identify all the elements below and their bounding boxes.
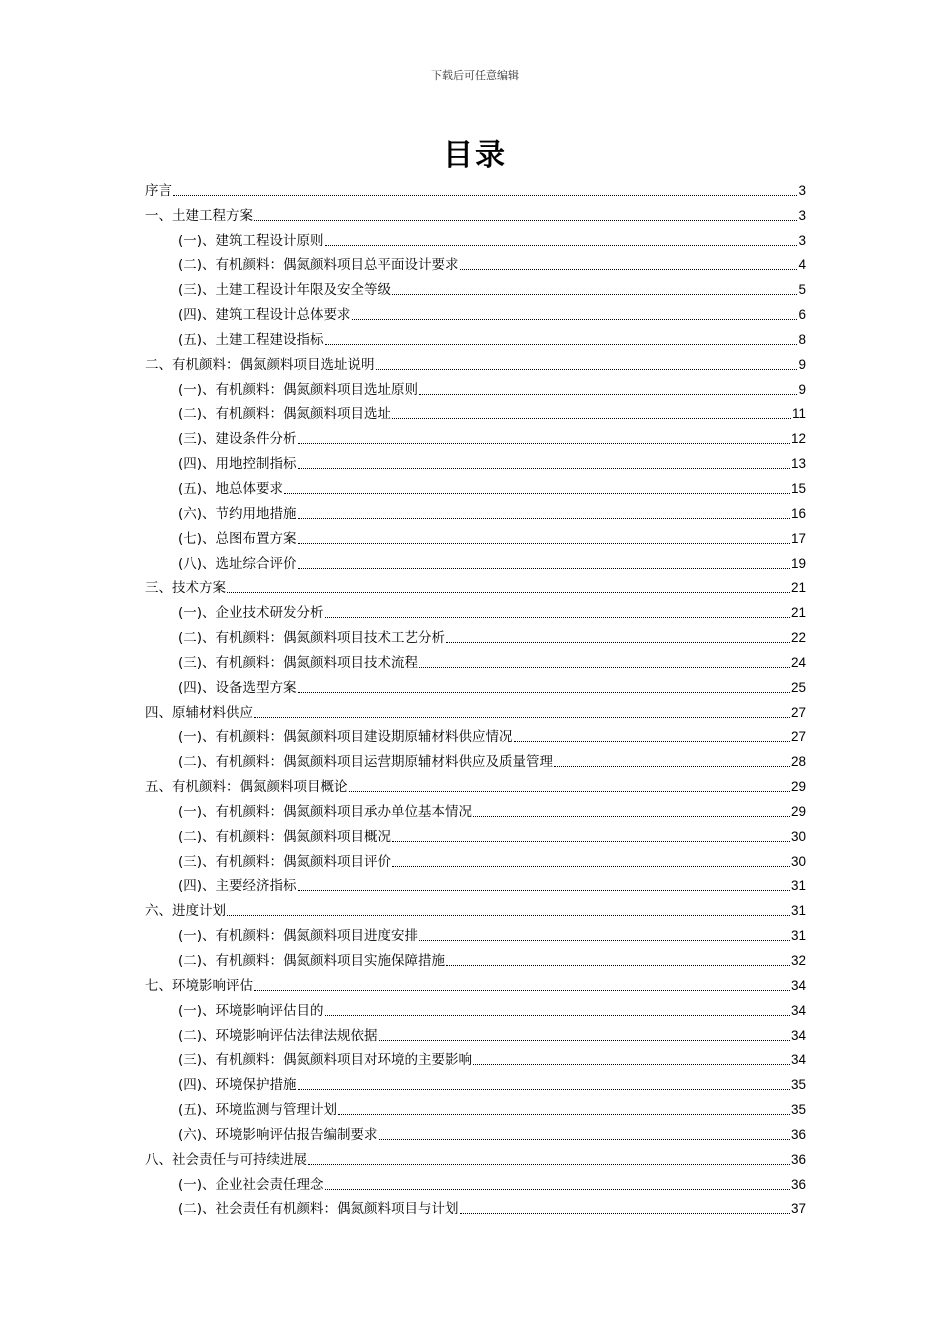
toc-entry[interactable] [145, 374, 806, 399]
toc-entry[interactable] [145, 995, 806, 1020]
toc-entry-page-number: 35 [790, 1102, 806, 1118]
toc-entry[interactable] [145, 324, 806, 349]
toc-entry-label: (四)、环境保护措施 [178, 1077, 297, 1094]
toc-entry-page-number: 5 [798, 282, 806, 298]
toc-dot-leader [554, 766, 790, 767]
table-of-contents [145, 175, 806, 1218]
toc-entry-label: (二)、有机颜料：偶氮颜料项目选址 [178, 406, 392, 423]
toc-dot-leader [298, 692, 790, 693]
toc-entry-page-number: 21 [790, 605, 806, 621]
toc-entry[interactable] [145, 945, 806, 970]
toc-entry-label: (六)、节约用地措施 [178, 505, 297, 522]
toc-entry-label: (四)、用地控制指标 [178, 456, 297, 473]
toc-entry-label: (五)、地总体要求 [178, 480, 284, 497]
toc-entry-page-number: 28 [790, 754, 806, 770]
toc-entry[interactable] [145, 970, 806, 995]
toc-entry[interactable] [145, 796, 806, 821]
toc-entry-label: (二)、有机颜料：偶氮颜料项目实施保障措施 [178, 953, 446, 969]
toc-entry-page-number: 9 [798, 381, 806, 397]
toc-dot-leader [254, 717, 790, 718]
toc-entry-label: (七)、总图布置方案 [178, 530, 297, 547]
toc-entry-page-number: 34 [790, 1027, 806, 1043]
toc-entry-label: (一)、有机颜料：偶氮颜料项目建设期原辅材料供应情况 [178, 729, 513, 746]
toc-entry-page-number: 3 [798, 207, 806, 223]
toc-entry[interactable] [145, 771, 806, 796]
toc-entry[interactable] [145, 697, 806, 722]
toc-dot-leader [325, 245, 798, 246]
toc-dot-leader [392, 294, 797, 295]
toc-entry-page-number: 3 [798, 232, 806, 248]
toc-entry-label: 一、土建工程方案 [145, 207, 253, 224]
toc-entry-page-number: 25 [790, 679, 806, 695]
toc-entry-label: (二)、有机颜料：偶氮颜料项目总平面设计要求 [178, 257, 459, 274]
toc-entry[interactable] [145, 1169, 806, 1194]
toc-entry-page-number: 27 [790, 704, 806, 720]
toc-entry-label: (一)、企业社会责任理念 [178, 1176, 324, 1193]
toc-dot-leader [392, 418, 791, 419]
toc-entry-label: (二)、有机颜料：偶氮颜料项目运营期原辅材料供应及质量管理 [178, 754, 554, 771]
toc-entry-label: (三)、有机颜料：偶氮颜料项目评价 [178, 853, 392, 870]
toc-entry-page-number: 34 [790, 977, 806, 993]
toc-entry-page-number: 27 [790, 729, 806, 745]
toc-dot-leader [298, 890, 790, 891]
toc-dot-leader [227, 915, 790, 916]
toc-entry-page-number: 29 [790, 803, 806, 819]
toc-entry-label: (八)、选址综合评价 [178, 555, 297, 572]
toc-dot-leader [298, 443, 790, 444]
toc-entry[interactable] [145, 846, 806, 871]
toc-entry[interactable] [145, 423, 806, 448]
toc-entry[interactable] [145, 200, 806, 225]
toc-dot-leader [308, 1164, 790, 1165]
toc-entry-page-number: 36 [790, 1176, 806, 1192]
toc-entry-label: (四)、建筑工程设计总体要求 [178, 307, 351, 324]
toc-title: 目录 [443, 138, 507, 173]
toc-entry-label: (一)、有机颜料：偶氮颜料项目选址原则 [178, 381, 419, 398]
toc-dot-leader [298, 568, 790, 569]
toc-entry-page-number: 16 [790, 505, 806, 521]
toc-entry[interactable] [145, 821, 806, 846]
toc-entry-label: (五)、土建工程建设指标 [178, 331, 324, 348]
toc-entry[interactable] [145, 299, 806, 324]
toc-entry-page-number: 32 [790, 953, 806, 968]
toc-dot-leader [298, 543, 790, 544]
toc-entry-page-number: 3 [798, 182, 806, 198]
toc-entry-label: (三)、有机颜料：偶氮颜料项目技术流程 [178, 654, 419, 671]
toc-dot-leader [352, 319, 798, 320]
toc-entry-label: (三)、土建工程设计年限及安全等级 [178, 282, 392, 299]
toc-dot-leader [419, 940, 790, 941]
toc-entry[interactable] [145, 175, 806, 200]
toc-entry-label: (五)、环境监测与管理计划 [178, 1102, 338, 1119]
toc-dot-leader [254, 990, 790, 991]
toc-entry[interactable] [145, 523, 806, 548]
toc-entry[interactable] [145, 920, 806, 945]
toc-dot-leader [460, 269, 798, 270]
toc-entry[interactable] [145, 1144, 806, 1169]
toc-entry-label: (一)、环境影响评估目的 [178, 1002, 324, 1019]
toc-entry-page-number: 31 [790, 928, 806, 944]
toc-dot-leader [173, 195, 797, 196]
toc-dot-leader [514, 741, 790, 742]
toc-entry[interactable] [145, 573, 806, 598]
toc-dot-leader [284, 493, 790, 494]
toc-entry[interactable] [145, 1194, 806, 1219]
toc-dot-leader [376, 369, 798, 370]
toc-entry-page-number: 37 [790, 1201, 806, 1217]
toc-dot-leader [325, 344, 798, 345]
toc-entry[interactable] [145, 1069, 806, 1094]
toc-entry-page-number: 36 [790, 1126, 806, 1142]
toc-entry[interactable] [145, 1094, 806, 1119]
toc-entry-label: 七、环境影响评估 [145, 977, 253, 994]
toc-entry-page-number: 6 [798, 307, 806, 323]
toc-entry[interactable] [145, 498, 806, 523]
toc-entry-label: 八、社会责任与可持续进展 [145, 1151, 307, 1168]
toc-entry-label: (二)、有机颜料：偶氮颜料项目技术工艺分析 [178, 630, 446, 647]
toc-entry[interactable] [145, 895, 806, 920]
toc-entry[interactable] [145, 250, 806, 275]
toc-entry-label: (一)、有机颜料：偶氮颜料项目进度安排 [178, 928, 419, 945]
toc-dot-leader [419, 667, 790, 668]
toc-entry-label: (二)、有机颜料：偶氮颜料项目概况 [178, 828, 392, 845]
toc-entry[interactable] [145, 225, 806, 250]
toc-dot-leader [419, 394, 797, 395]
toc-entry-page-number: 22 [790, 630, 806, 646]
toc-entry[interactable] [145, 1020, 806, 1045]
toc-entry[interactable] [145, 597, 806, 622]
toc-dot-leader [325, 1015, 790, 1016]
toc-entry-label: 六、进度计划 [145, 903, 226, 920]
toc-entry-label: 五、有机颜料：偶氮颜料项目概论 [145, 779, 348, 796]
toc-entry[interactable] [145, 871, 806, 896]
toc-dot-leader [325, 617, 790, 618]
toc-dot-leader [473, 1064, 790, 1065]
toc-entry[interactable] [145, 548, 806, 573]
toc-entry[interactable] [145, 622, 806, 647]
toc-dot-leader [338, 1114, 790, 1115]
toc-entry-label: (一)、有机颜料：偶氮颜料项目承办单位基本情况 [178, 803, 473, 820]
toc-entry-label: (四)、设备选型方案 [178, 679, 297, 696]
toc-entry[interactable] [145, 473, 806, 498]
toc-entry-label: (二)、环境影响评估法律法规依据 [178, 1027, 378, 1044]
toc-entry[interactable] [145, 672, 806, 697]
toc-entry-page-number: 11 [791, 406, 806, 422]
toc-entry[interactable] [145, 274, 806, 299]
toc-entry-label: (六)、环境影响评估报告编制要求 [178, 1126, 378, 1143]
toc-entry-label: (三)、有机颜料：偶氮颜料项目对环境的主要影响 [178, 1052, 473, 1069]
toc-entry[interactable] [145, 1119, 806, 1144]
toc-entry-page-number: 19 [790, 555, 806, 571]
toc-dot-leader [473, 816, 790, 817]
toc-dot-leader [298, 468, 790, 469]
toc-entry-page-number: 36 [790, 1151, 806, 1167]
toc-entry[interactable] [145, 647, 806, 672]
toc-entry-page-number: 24 [790, 654, 806, 670]
toc-entry-page-number: 35 [790, 1077, 806, 1093]
toc-entry-label: (四)、主要经济指标 [178, 878, 297, 895]
toc-entry-page-number: 29 [790, 779, 806, 795]
toc-dot-leader [325, 1189, 790, 1190]
toc-entry-label: 三、技术方案 [145, 580, 226, 597]
toc-entry-page-number: 9 [798, 356, 806, 372]
toc-dot-leader [298, 1089, 790, 1090]
toc-entry[interactable] [145, 746, 806, 771]
toc-entry-page-number: 17 [790, 530, 806, 546]
toc-entry-page-number: 4 [798, 257, 806, 273]
toc-dot-leader [379, 1139, 790, 1140]
toc-entry-page-number: 8 [798, 331, 806, 347]
toc-entry-page-number: 31 [790, 878, 806, 894]
toc-dot-leader [446, 642, 790, 643]
toc-entry-page-number: 13 [790, 456, 806, 472]
toc-dot-leader [392, 866, 790, 867]
toc-entry-label: 二、有机颜料：偶氮颜料项目选址说明 [145, 356, 375, 373]
toc-dot-leader [254, 220, 797, 221]
toc-dot-leader [446, 965, 790, 966]
toc-dot-leader [349, 791, 790, 792]
toc-entry[interactable] [145, 349, 806, 374]
toc-entry-label: 序言 [145, 182, 172, 199]
toc-entry-page-number: 34 [790, 1002, 806, 1018]
toc-entry-label: (二)、社会责任有机颜料：偶氮颜料项目与计划 [178, 1201, 459, 1218]
toc-entry-page-number: 31 [790, 903, 806, 919]
toc-entry[interactable] [145, 1045, 806, 1070]
toc-entry-label: (三)、建设条件分析 [178, 431, 297, 448]
toc-entry-page-number: 15 [790, 480, 806, 496]
page-header-note: 下载后可任意编辑 [431, 69, 519, 82]
toc-entry[interactable] [145, 399, 806, 424]
toc-dot-leader [227, 592, 790, 593]
toc-entry-page-number: 12 [790, 431, 806, 447]
toc-entry[interactable] [145, 448, 806, 473]
toc-entry-label: 四、原辅材料供应 [145, 704, 253, 721]
toc-dot-leader [298, 518, 790, 519]
toc-entry-label: (一)、建筑工程设计原则 [178, 232, 324, 249]
toc-entry-page-number: 34 [790, 1052, 806, 1068]
toc-dot-leader [460, 1213, 790, 1214]
toc-entry[interactable] [145, 722, 806, 747]
toc-entry-page-number: 30 [790, 853, 806, 869]
toc-entry-page-number: 30 [790, 828, 806, 844]
toc-dot-leader [379, 1040, 790, 1041]
toc-entry-label: (一)、企业技术研发分析 [178, 605, 324, 622]
toc-entry-page-number: 21 [790, 580, 806, 596]
toc-dot-leader [392, 841, 790, 842]
